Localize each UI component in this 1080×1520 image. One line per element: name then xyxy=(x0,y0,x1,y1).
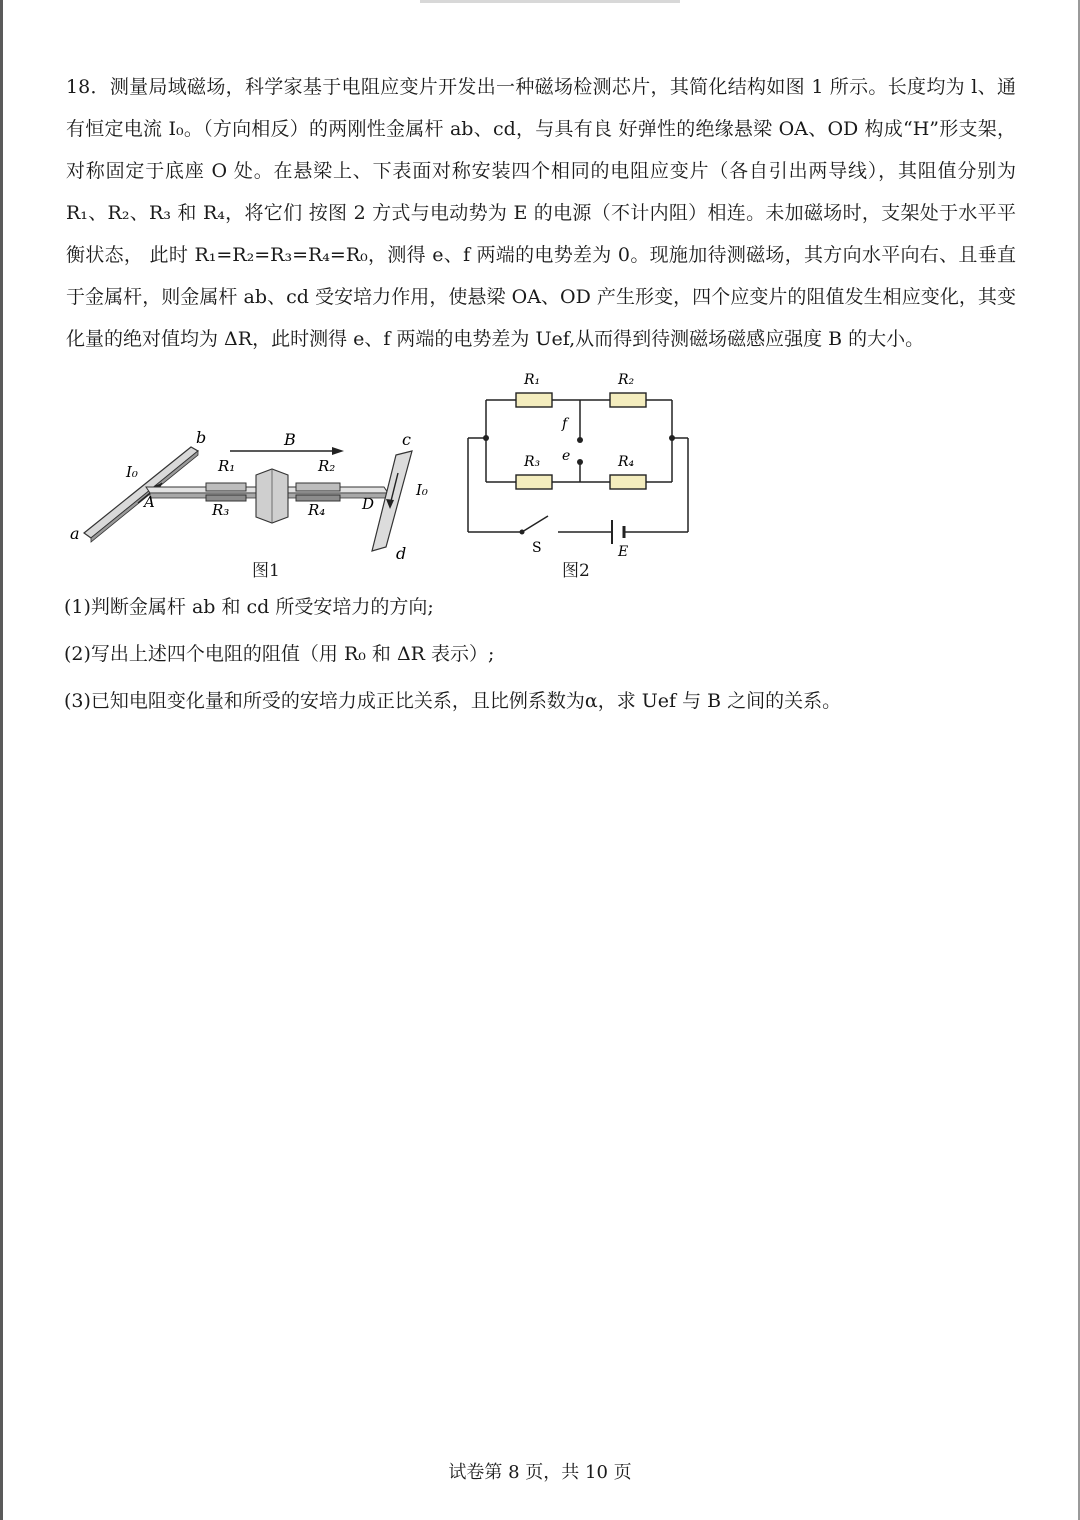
label-d-end: d xyxy=(396,544,407,560)
label-e: e xyxy=(562,448,571,464)
terminal-f xyxy=(577,437,583,443)
label-r3: R₃ xyxy=(212,501,230,519)
node-right xyxy=(669,435,675,441)
questions xyxy=(64,590,1014,731)
question-2: (2)写出上述四个电阻的阻值（用 R₀ 和 ΔR 表示）; xyxy=(64,643,495,665)
label-field-b: B xyxy=(284,430,296,449)
label-point-d: D xyxy=(362,495,375,513)
question-1: (1)判断金属杆 ab 和 cd 所受安培力的方向; xyxy=(64,596,434,618)
resistor-r3 xyxy=(516,475,552,489)
resistor-r4 xyxy=(610,475,646,489)
page-edge-left xyxy=(0,0,3,1520)
field-b-arrowhead xyxy=(332,447,344,455)
label-r3: R₃ xyxy=(524,454,541,470)
label-e-source: E xyxy=(618,544,629,560)
label-a-end: a xyxy=(70,524,80,543)
switch-pivot xyxy=(520,530,525,535)
label-r1: R₁ xyxy=(218,457,236,475)
switch-s-blade xyxy=(522,516,548,532)
problem-number: 18． xyxy=(66,76,110,98)
label-s: S xyxy=(532,540,542,556)
problem-body: 测量局域磁场，科学家基于电阻应变片开发出一种磁场检测芯片，其简化结构如图 1 所示。长度均为 l、通有恒定电流 I₀。（方向相反）的两刚性金属杆 ab、cd，与具有良 好弹性的绝缘悬梁 OA、OD 构成“H”形支架，对称固定于底座 O 处。在悬梁上、下表面对称安装四个相同的电阻应变片（各自引出两导线），其阻值分别为 R₁、R₂、R₃ 和 R₄，将它们 按图 2 方式与电动势为 E 的电源（不计内阻）相连。未加磁场时，支架处于水平平衡状态， 此时 R₁=R₂=R₃=R₄=R₀，测得 e、f 两端的电势差为 0。现施加待测磁场，其方向水平向右、且垂直于金属杆，则金属杆 ab、cd 受安培力作用，使悬梁 OA、OD 产生形变，四个应变片的阻值发生相应变化，其变化量的绝对值均为 ΔR，此时测得 e、f 两端的电势差为 Uef,从而得到待测磁场磁感应强度 B 的大小。 xyxy=(66,76,1016,350)
label-b-end: b xyxy=(196,428,207,447)
terminal-e xyxy=(577,459,583,465)
resistor-r1 xyxy=(516,393,552,407)
label-c-end: c xyxy=(402,430,411,449)
label-r4: R₄ xyxy=(308,501,326,519)
figure-1-caption: 图1 xyxy=(252,561,280,581)
resistor-r2 xyxy=(610,393,646,407)
node-left xyxy=(483,435,489,441)
figure-2-caption: 图2 xyxy=(562,561,590,581)
label-current-right: I₀ xyxy=(416,481,428,499)
figure-2-bridge-circuit xyxy=(462,364,702,560)
question-3: (3)已知电阻变化量和所受的安培力成正比关系，且比例系数为α，求 Uef 与 B 之间的关系。 xyxy=(64,690,842,712)
label-point-a: A xyxy=(144,493,155,511)
strain-gauge-r2 xyxy=(296,483,340,491)
label-r4: R₄ xyxy=(618,454,635,470)
label-f: f xyxy=(562,416,568,432)
problem-text xyxy=(66,66,1016,360)
label-current-left: I₀ xyxy=(126,463,138,481)
figure-1-h-frame xyxy=(66,425,446,560)
scan-artifact-top xyxy=(420,0,680,3)
page-footer: 试卷第 8 页，共 10 页 xyxy=(448,1462,632,1483)
strain-gauge-r1 xyxy=(206,483,246,491)
label-r2: R₂ xyxy=(618,372,635,388)
label-r2: R₂ xyxy=(318,457,336,475)
label-r1: R₁ xyxy=(524,372,541,388)
problem-18 xyxy=(66,66,1016,360)
